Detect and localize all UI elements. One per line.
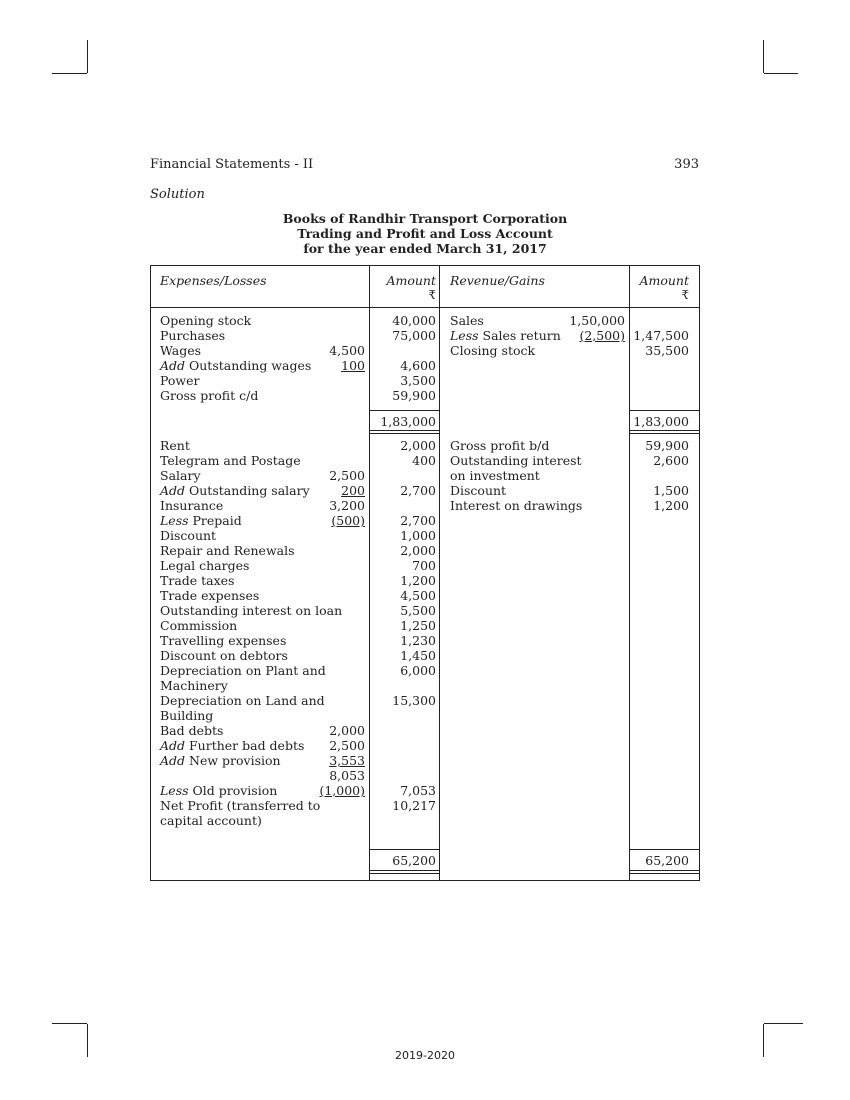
label-text: capital account) bbox=[160, 813, 262, 828]
sub-amount: 8,053 bbox=[329, 768, 365, 783]
crop-mark bbox=[763, 40, 764, 73]
ledger-row-label bbox=[160, 453, 301, 468]
footer-year: 2019-2020 bbox=[395, 1049, 455, 1062]
label-prefix: Less bbox=[450, 328, 479, 343]
ledger-row-label bbox=[450, 498, 582, 513]
label-text: Interest on drawings bbox=[450, 498, 583, 513]
ledger-row-label bbox=[160, 343, 201, 358]
total-double-rule bbox=[629, 873, 699, 874]
ledger-row-label bbox=[160, 738, 304, 753]
total-rule bbox=[629, 410, 699, 411]
ledger-row-label bbox=[160, 708, 213, 723]
total-rule bbox=[369, 410, 439, 411]
total-double-rule bbox=[369, 873, 439, 874]
crop-mark bbox=[764, 1023, 803, 1024]
amount-cell: 2,700 bbox=[400, 483, 436, 498]
ledger-row-label bbox=[160, 678, 228, 693]
ledger-row-label bbox=[160, 358, 311, 373]
sub-amount: 200 bbox=[341, 483, 365, 498]
label-text: Net Profit (transferred to bbox=[160, 798, 321, 813]
crop-mark bbox=[52, 73, 87, 74]
amount-cell: 1,500 bbox=[653, 483, 689, 498]
amount-cell: 2,000 bbox=[400, 438, 436, 453]
total-rule bbox=[629, 849, 699, 850]
amount-cell: 35,500 bbox=[645, 343, 689, 358]
ledger-row-label bbox=[450, 343, 535, 358]
total-double-rule bbox=[629, 433, 699, 434]
amount-cell: 2,000 bbox=[400, 543, 436, 558]
ledger-row-label bbox=[450, 438, 549, 453]
total-double-rule bbox=[369, 433, 439, 434]
amount-cell: 3,500 bbox=[400, 373, 436, 388]
rupee-symbol: ₹ bbox=[428, 288, 436, 302]
sub-amount: 1,50,000 bbox=[569, 313, 625, 328]
amount-cell: 1,200 bbox=[653, 498, 689, 513]
label-prefix: Add bbox=[160, 483, 186, 498]
amount-cell: 7,053 bbox=[400, 783, 436, 798]
sub-amount: 2,500 bbox=[329, 468, 365, 483]
label-text: Further bad debts bbox=[185, 738, 305, 753]
ledger-row-label bbox=[160, 388, 258, 403]
label-text: Machinery bbox=[160, 678, 228, 693]
amount-cell: 400 bbox=[412, 453, 436, 468]
sub-amount: (2,500) bbox=[579, 328, 625, 343]
amount-cell: 1,200 bbox=[400, 573, 436, 588]
ledger-row-label bbox=[160, 498, 223, 513]
label-text: Outstanding wages bbox=[185, 358, 312, 373]
ledger-row-label bbox=[450, 313, 484, 328]
amount-column-header: Amount bbox=[639, 273, 689, 288]
label-prefix: Less bbox=[160, 783, 189, 798]
ledger-row-label bbox=[160, 663, 326, 678]
label-text: Power bbox=[160, 373, 200, 388]
account-table bbox=[150, 265, 700, 881]
pl-total-debit: 65,200 bbox=[392, 853, 436, 868]
amount-cell: 40,000 bbox=[392, 313, 436, 328]
ledger-row-label bbox=[160, 813, 262, 828]
total-double-rule bbox=[629, 430, 699, 431]
total-double-rule bbox=[369, 870, 439, 871]
label-text: Telegram and Postage bbox=[160, 453, 301, 468]
ledger-row-label bbox=[160, 798, 320, 813]
label-text: Closing stock bbox=[450, 343, 536, 358]
ledger-row-label bbox=[160, 618, 237, 633]
ledger-row-label bbox=[160, 633, 286, 648]
ledger-row-label bbox=[160, 573, 234, 588]
label-text: Insurance bbox=[160, 498, 224, 513]
header-rule bbox=[151, 307, 699, 308]
label-text: on investment bbox=[450, 468, 540, 483]
sub-amount: 3,553 bbox=[329, 753, 365, 768]
ledger-row-label bbox=[160, 313, 251, 328]
label-text: Depreciation on Plant and bbox=[160, 663, 326, 678]
label-text: Legal charges bbox=[160, 558, 250, 573]
ledger-row-label bbox=[160, 558, 249, 573]
sub-amount: 2,500 bbox=[329, 738, 365, 753]
sub-amount: 3,200 bbox=[329, 498, 365, 513]
label-text: Discount on debtors bbox=[160, 648, 288, 663]
label-text: Old provision bbox=[188, 783, 278, 798]
page-number: 393 bbox=[674, 157, 699, 172]
label-text: Repair and Renewals bbox=[160, 543, 295, 558]
ledger-row-label bbox=[160, 588, 259, 603]
ledger-row-label bbox=[160, 648, 288, 663]
amount-cell: 700 bbox=[412, 558, 436, 573]
label-prefix: Less bbox=[160, 513, 189, 528]
label-text: Outstanding salary bbox=[185, 483, 310, 498]
amount-cell: 10,217 bbox=[392, 798, 436, 813]
ledger-row-label bbox=[160, 528, 216, 543]
crop-mark bbox=[52, 1023, 87, 1024]
label-prefix: Add bbox=[160, 753, 186, 768]
label-text: Prepaid bbox=[188, 513, 242, 528]
label-text: Depreciation on Land and bbox=[160, 693, 325, 708]
amount-cell: 1,250 bbox=[400, 618, 436, 633]
amount-cell: 2,700 bbox=[400, 513, 436, 528]
label-text: Outstanding interest bbox=[450, 453, 582, 468]
ledger-row-label bbox=[160, 373, 200, 388]
expenses-column-header: Expenses/Losses bbox=[160, 273, 267, 288]
trading-total-debit: 1,83,000 bbox=[380, 414, 436, 429]
label-text: Sales bbox=[450, 313, 484, 328]
sub-amount: 4,500 bbox=[329, 343, 365, 358]
amount-cell: 1,230 bbox=[400, 633, 436, 648]
label-text: Trade taxes bbox=[160, 573, 235, 588]
title-line-2: Trading and Profit and Loss Account bbox=[297, 226, 553, 241]
ledger-row-label bbox=[450, 468, 540, 483]
amount-cell: 59,900 bbox=[392, 388, 436, 403]
solution-label: Solution bbox=[150, 187, 205, 202]
amount-column-header: Amount bbox=[386, 273, 436, 288]
label-text: Trade expenses bbox=[160, 588, 260, 603]
title-line-3: for the year ended March 31, 2017 bbox=[303, 241, 547, 256]
ledger-row-label bbox=[160, 438, 190, 453]
title-line-1: Books of Randhir Transport Corporation bbox=[282, 211, 568, 226]
column-divider bbox=[439, 266, 440, 880]
label-text: Commission bbox=[160, 618, 238, 633]
label-text: Discount bbox=[160, 528, 217, 543]
ledger-row-label bbox=[160, 543, 295, 558]
amount-cell: 5,500 bbox=[400, 603, 436, 618]
ledger-row-label bbox=[450, 328, 561, 343]
label-text: Wages bbox=[160, 343, 202, 358]
sub-amount: 2,000 bbox=[329, 723, 365, 738]
label-text: Building bbox=[160, 708, 214, 723]
ledger-row-label bbox=[160, 328, 225, 343]
ledger-row-label bbox=[160, 483, 310, 498]
crop-mark bbox=[87, 40, 88, 73]
label-text: New provision bbox=[185, 753, 281, 768]
amount-cell: 2,600 bbox=[653, 453, 689, 468]
amount-cell: 4,500 bbox=[400, 588, 436, 603]
ledger-row-label bbox=[160, 603, 342, 618]
label-text: Purchases bbox=[160, 328, 226, 343]
rupee-symbol: ₹ bbox=[681, 288, 689, 302]
label-prefix: Add bbox=[160, 358, 186, 373]
total-double-rule bbox=[629, 870, 699, 871]
label-text: Outstanding interest on loan bbox=[160, 603, 343, 618]
label-prefix: Add bbox=[160, 738, 186, 753]
pl-total-credit: 65,200 bbox=[645, 853, 689, 868]
amount-cell: 15,300 bbox=[392, 693, 436, 708]
label-text: Sales return bbox=[478, 328, 561, 343]
label-text: Travelling expenses bbox=[160, 633, 287, 648]
sub-amount: (1,000) bbox=[319, 783, 365, 798]
sub-amount: (500) bbox=[331, 513, 365, 528]
amount-cell: 4,600 bbox=[400, 358, 436, 373]
label-text: Salary bbox=[160, 468, 201, 483]
trading-total-credit: 1,83,000 bbox=[633, 414, 689, 429]
ledger-row-label bbox=[160, 783, 277, 798]
amount-cell: 1,000 bbox=[400, 528, 436, 543]
label-text: Gross profit c/d bbox=[160, 388, 259, 403]
ledger-row-label bbox=[160, 513, 242, 528]
revenue-column-header: Revenue/Gains bbox=[450, 273, 545, 288]
label-text: Opening stock bbox=[160, 313, 252, 328]
ledger-row-label bbox=[450, 483, 506, 498]
ledger-row-label bbox=[160, 723, 223, 738]
amount-cell: 1,450 bbox=[400, 648, 436, 663]
total-rule bbox=[369, 849, 439, 850]
amount-cell: 59,900 bbox=[645, 438, 689, 453]
amount-cell: 1,47,500 bbox=[633, 328, 689, 343]
ledger-row-label bbox=[160, 693, 325, 708]
label-text: Gross profit b/d bbox=[450, 438, 550, 453]
sub-amount: 100 bbox=[341, 358, 365, 373]
amount-cell: 6,000 bbox=[400, 663, 436, 678]
amount-cell: 75,000 bbox=[392, 328, 436, 343]
ledger-row-label bbox=[160, 753, 281, 768]
label-text: Bad debts bbox=[160, 723, 224, 738]
column-divider bbox=[629, 266, 630, 880]
total-double-rule bbox=[369, 430, 439, 431]
crop-mark bbox=[764, 73, 798, 74]
running-header: Financial Statements - II bbox=[150, 157, 314, 172]
ledger-row-label bbox=[450, 453, 582, 468]
ledger-row-label bbox=[160, 468, 201, 483]
label-text: Discount bbox=[450, 483, 507, 498]
label-text: Rent bbox=[160, 438, 190, 453]
